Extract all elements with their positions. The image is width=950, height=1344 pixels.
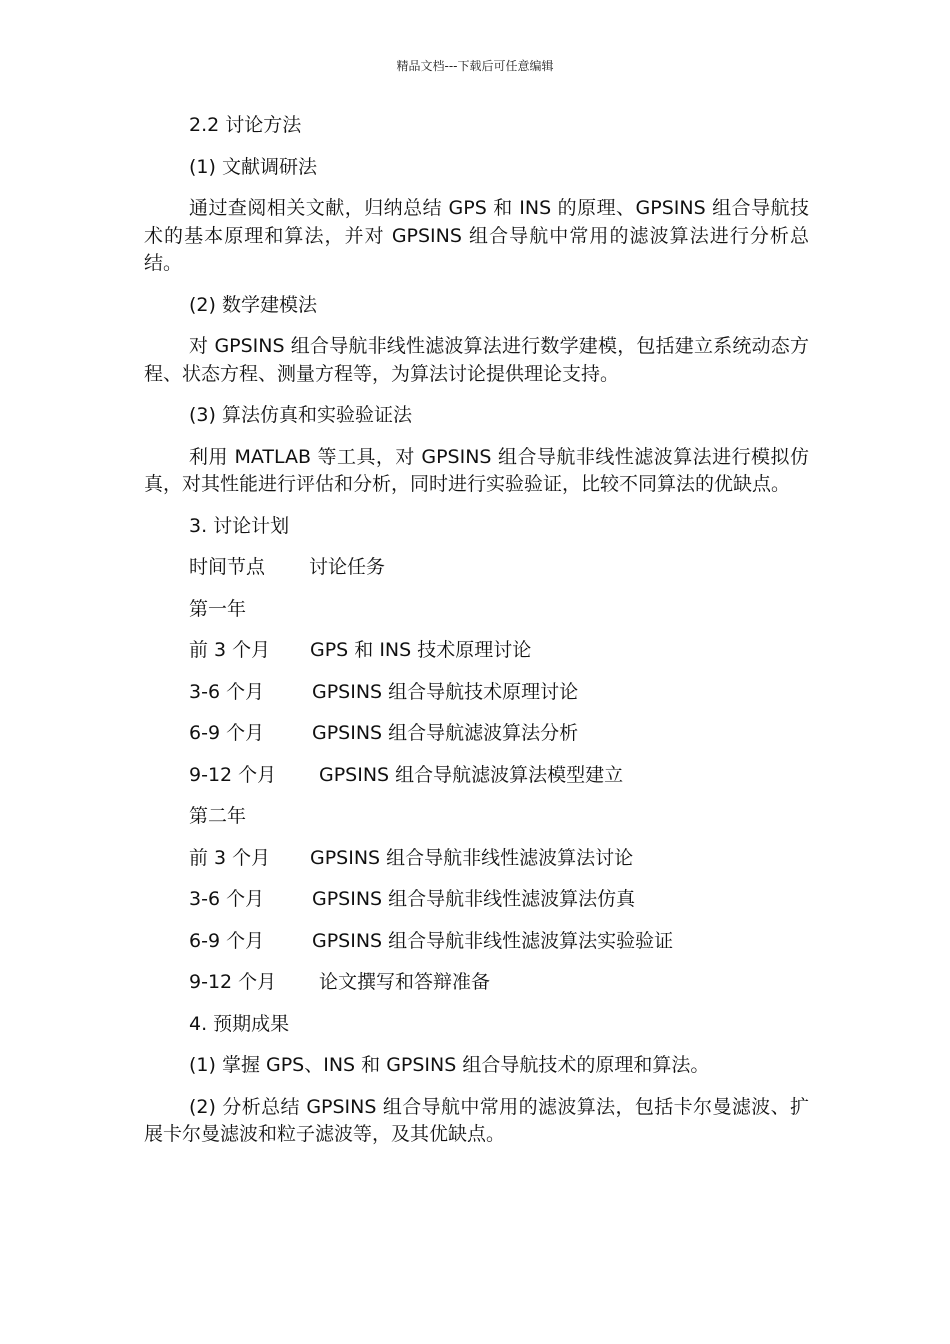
plan-row <box>144 886 809 914</box>
plan-row-task: GPSINS 组合导航非线性滤波算法仿真 <box>312 888 636 910</box>
result-1: (1) 掌握 GPS、INS 和 GPSINS 组合导航技术的原理和算法。 <box>189 1054 710 1076</box>
section-title-3: 3. 讨论计划 <box>189 514 290 537</box>
plan-row-task: GPSINS 组合导航滤波算法模型建立 <box>319 763 624 786</box>
method-3-text: 利用 MATLAB 等工具，对 GPSINS 组合导航非线性滤波算法进行模拟仿真，对其性能进行评估和分析，同时进行实验验证，比较不同算法的优缺点。 <box>144 445 809 495</box>
plan-row-task: GPS 和 INS 技术原理讨论 <box>310 639 532 661</box>
plan-row-time: 前 3 个月 <box>189 639 271 661</box>
plan-row-time: 9-12 个月 <box>189 763 277 786</box>
plan-row <box>144 845 809 873</box>
plan-row-task: GPSINS 组合导航非线性滤波算法实验验证 <box>312 929 674 952</box>
result-2: (2) 分析总结 GPSINS 组合导航中常用的滤波算法，包括卡尔曼滤波、扩展卡尔曼滤波和粒子滤波等，及其优缺点。 <box>144 1095 809 1145</box>
plan-row-task: GPSINS 组合导航非线性滤波算法讨论 <box>310 846 634 869</box>
method-2-text: 对 GPSINS 组合导航非线性滤波算法进行数学建模，包括建立系统动态方程、状态方程、测量方程等，为算法讨论提供理论支持。 <box>144 335 809 385</box>
plan-row-time: 6-9 个月 <box>189 929 265 952</box>
method-1-title: (1) 文献调研法 <box>189 155 317 178</box>
page-header: 精品文档---下载后可任意编辑 <box>396 59 554 73</box>
plan-row-task: 论文撰写和答辩准备 <box>319 971 491 993</box>
plan-row-time: 3-6 个月 <box>189 888 265 910</box>
plan-row <box>144 969 809 997</box>
section-title-4: 4. 预期成果 <box>189 1012 290 1035</box>
plan-row-task: GPSINS 组合导航滤波算法分析 <box>312 722 579 744</box>
method-3-title: (3) 算法仿真和实验验证法 <box>189 404 412 426</box>
plan-row <box>144 679 809 707</box>
plan-row-time: 3-6 个月 <box>189 680 265 703</box>
plan-row <box>144 762 809 790</box>
method-2-title: (2) 数学建模法 <box>189 293 317 316</box>
plan-row-time: 6-9 个月 <box>189 722 265 744</box>
document-body <box>144 112 809 1163</box>
plan-row <box>144 720 809 748</box>
plan-table-header <box>144 554 809 582</box>
plan-row-time: 9-12 个月 <box>189 971 277 993</box>
plan-year-1: 第一年 <box>189 597 247 620</box>
plan-row <box>144 637 809 665</box>
method-1-text: 通过查阅相关文献，归纳总结 GPS 和 INS 的原理、GPSINS 组合导航技术的基本原理和算法，并对 GPSINS 组合导航中常用的滤波算法进行分析总结。 <box>144 197 809 274</box>
plan-row-task: GPSINS 组合导航技术原理讨论 <box>312 680 579 703</box>
plan-header-time: 时间节点 <box>189 556 266 578</box>
section-title-2-2: 2.2 讨论方法 <box>189 114 302 136</box>
plan-year-2: 第二年 <box>189 805 247 827</box>
plan-row <box>144 928 809 956</box>
plan-row-time: 前 3 个月 <box>189 846 271 869</box>
plan-header-task: 讨论任务 <box>309 556 386 578</box>
